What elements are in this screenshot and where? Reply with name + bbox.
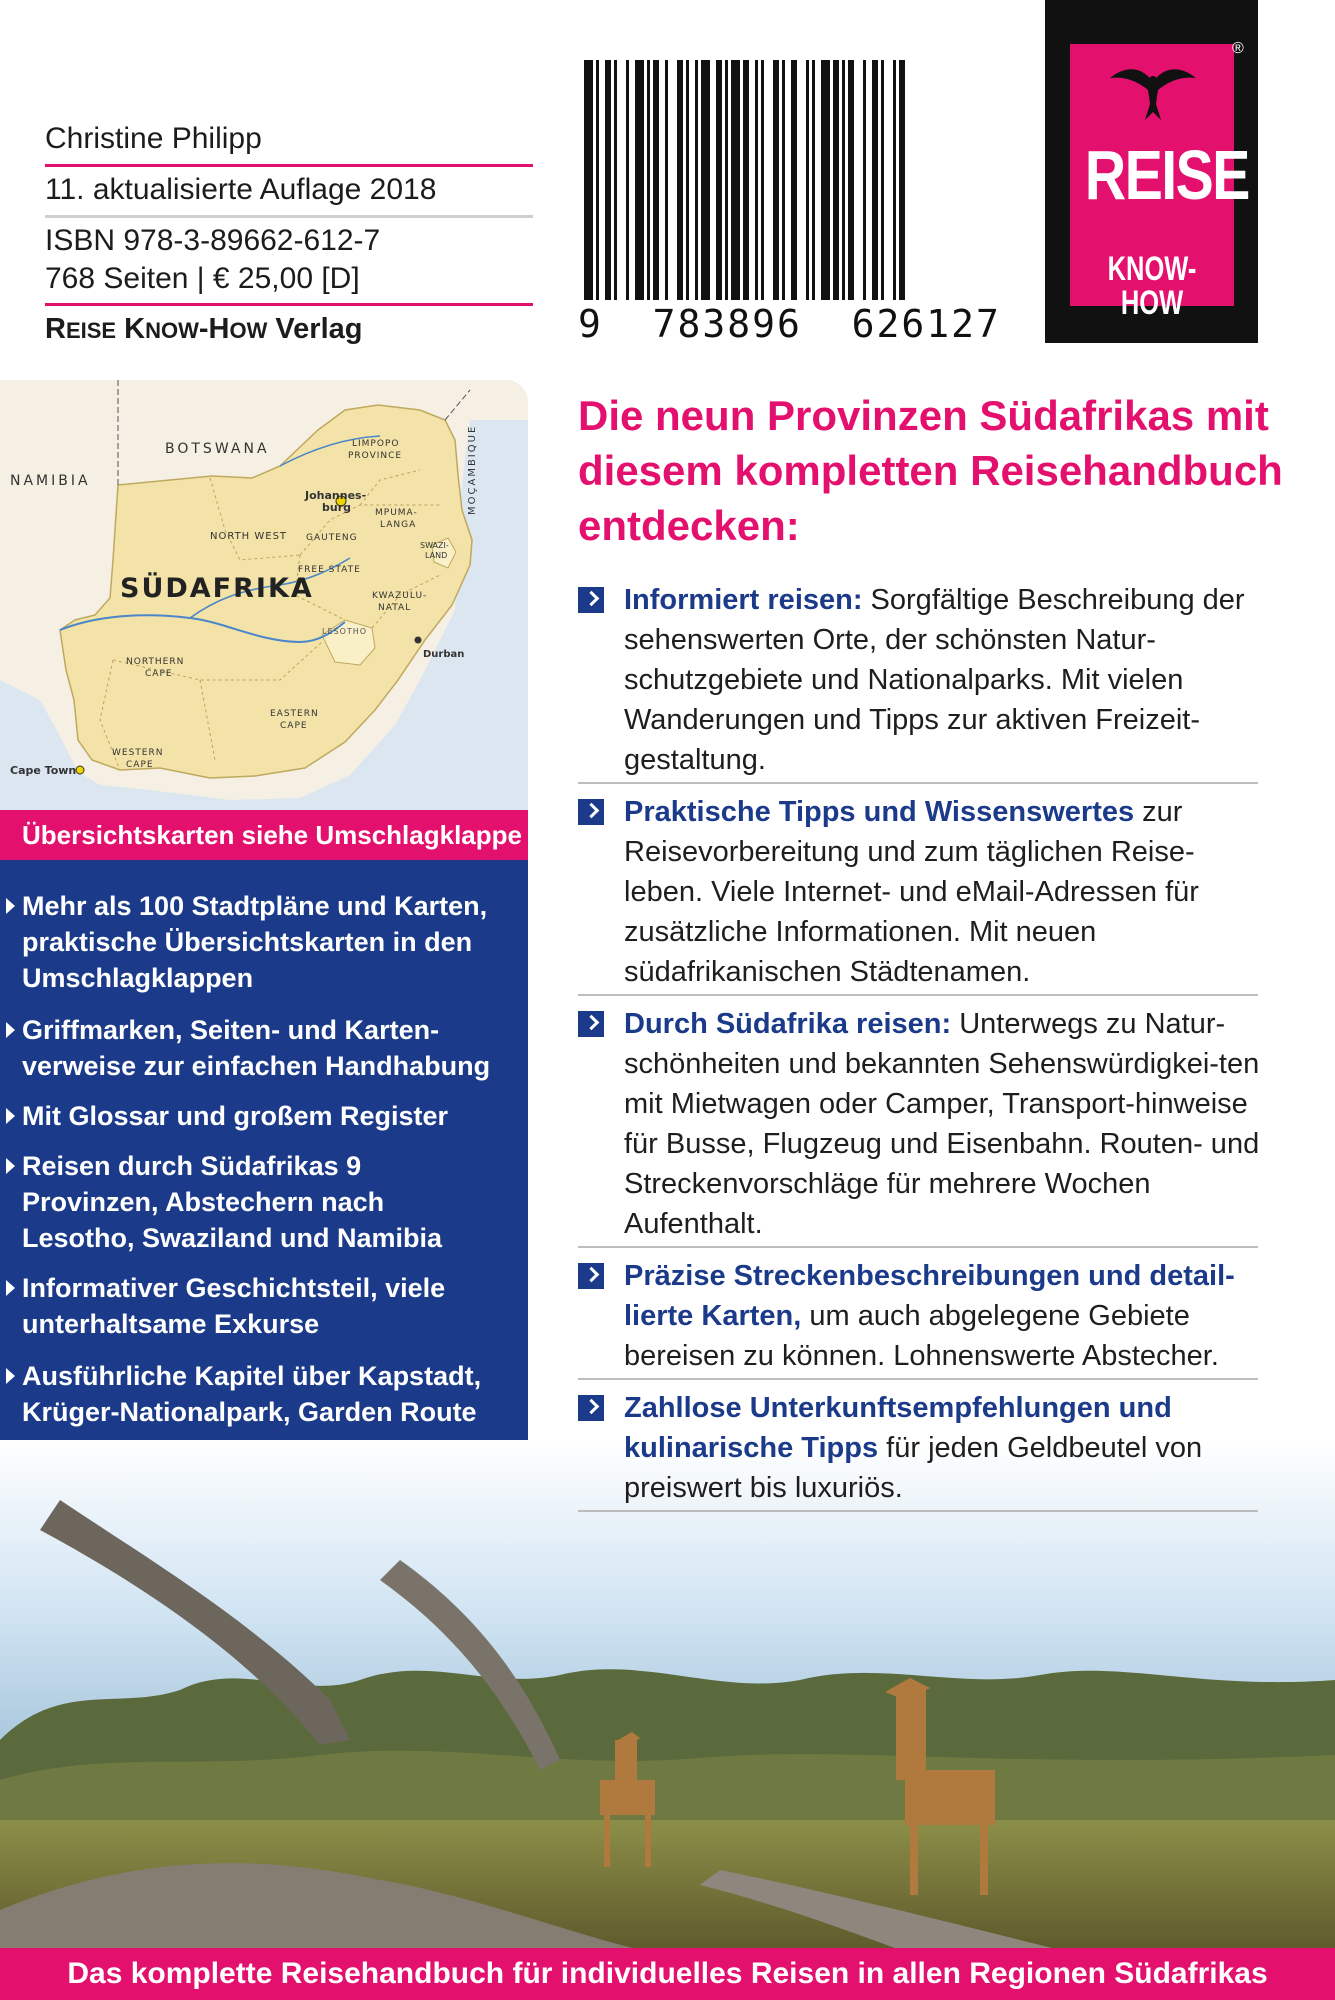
label-ecape-1: EASTERN xyxy=(270,709,319,719)
barcode-bar xyxy=(731,60,740,300)
label-durban: Durban xyxy=(423,649,465,660)
logo-knowhow: KNOW-HOW xyxy=(1107,250,1197,322)
barcode-bar xyxy=(872,60,878,300)
label-botswana: BOTSWANA xyxy=(165,441,270,457)
label-mpuma-2: LANGA xyxy=(380,520,417,530)
barcode-bar xyxy=(626,60,629,300)
chevron-icon xyxy=(578,587,604,613)
label-mozambique: MOÇAMBIQUE xyxy=(467,424,478,515)
paragraph-lead: Informiert reisen: xyxy=(624,584,863,616)
rule-pink-2 xyxy=(45,303,533,306)
paragraph-lead: Zahllose Unterkunftsempfehlungen und kulinarische Tipps xyxy=(624,1392,1172,1464)
label-limpopo-1: LIMPOPO xyxy=(352,439,400,449)
barcode-bar xyxy=(701,60,710,300)
edition: 11. aktualisierte Auflage 2018 xyxy=(45,173,437,206)
barcode-bar xyxy=(605,60,611,300)
publisher-h: -H xyxy=(198,313,230,345)
label-ecape-2: CAPE xyxy=(280,721,308,731)
barcode-bar xyxy=(791,60,797,300)
savanna-photo xyxy=(0,1440,1335,1950)
label-ncape-2: CAPE xyxy=(145,669,173,679)
publisher-r: R xyxy=(45,313,66,345)
bottom-banner: Das komplette Reisehandbuch für individuelles Reisen in allen Regionen Südafrikas xyxy=(0,1948,1335,2000)
barcode-bar xyxy=(725,60,728,300)
barcode-bar xyxy=(695,60,698,300)
isbn: ISBN 978-3-89662-612-7 xyxy=(45,224,381,257)
arrow-icon xyxy=(6,1158,15,1174)
barcode xyxy=(580,60,980,310)
barcode-bar xyxy=(782,60,785,300)
barcode-bar xyxy=(833,60,839,300)
barcode-bar xyxy=(743,60,749,300)
barcode-bar xyxy=(863,60,866,300)
label-wcape-1: WESTERN xyxy=(112,748,164,758)
barcode-bar xyxy=(653,60,659,300)
label-kzn-1: KWAZULU- xyxy=(372,591,428,601)
feature-text: Mit Glossar und großem Register xyxy=(22,1101,449,1131)
durban-marker xyxy=(415,637,422,644)
barcode-bar xyxy=(716,60,722,300)
barcode-bar xyxy=(686,60,689,300)
barcode-bar xyxy=(647,60,650,300)
label-northwest: NORTH WEST xyxy=(210,531,288,542)
publisher-now: NOW xyxy=(145,318,199,343)
feature-text: Ausführliche Kapitel über Kapstadt, Krüger-Nationalpark, Garden Route xyxy=(22,1361,482,1427)
barcode-bar xyxy=(821,60,830,300)
barcode-bar xyxy=(584,60,593,300)
label-freestate: FREE STATE xyxy=(298,565,361,575)
label-capetown: Cape Town xyxy=(10,764,77,777)
feature-text: Informativer Geschichtsteil, viele unterhaltsame Exkurse xyxy=(22,1273,446,1339)
paragraph-lead: Durch Südafrika reisen: xyxy=(624,1008,952,1040)
label-limpopo-2: PROVINCE xyxy=(348,451,403,461)
label-swazi-1: SWAZI- xyxy=(420,541,449,550)
label-joburg-2: burg xyxy=(322,501,352,514)
label-suedafrika: SÜDAFRIKA xyxy=(120,573,314,604)
label-mpuma-1: MPUMA- xyxy=(375,508,418,518)
feature-text: Reisen durch Südafrikas 9 Provinzen, Abstechern nach Lesotho, Swaziland und Namibia xyxy=(22,1151,443,1253)
map xyxy=(0,380,528,810)
publisher-eise: EISE xyxy=(65,318,117,343)
barcode-bar xyxy=(755,60,758,300)
barcode-bar xyxy=(893,60,896,300)
label-swazi-2: LAND xyxy=(425,551,448,560)
feature-text: Griffmarken, Seiten- und Karten-verweise zur einfachen Handhabung xyxy=(22,1015,491,1081)
arrow-icon xyxy=(6,1368,15,1384)
barcode-bar xyxy=(761,60,764,300)
barcode-bar xyxy=(635,60,644,300)
barcode-bar xyxy=(596,60,599,300)
chevron-icon xyxy=(578,799,604,825)
barcode-bar xyxy=(881,60,884,300)
headline: Die neun Provinzen Südafrikas mit diesem kompletten Reisehandbuch entdecken: xyxy=(578,392,1283,549)
barcode-bar xyxy=(848,60,854,300)
divider xyxy=(578,1246,1258,1248)
divider xyxy=(578,782,1258,784)
chevron-icon xyxy=(578,1011,604,1037)
paragraph-text: Unterwegs zu Natur-schönheiten und bekannten Sehenswürdigkei-ten mit Mietwagen oder Camper, Transport-hinweise für Busse, Flugzeug und Eisenbahn. Routen- und Streckenvorschläge für mehrere Wochen Aufenthalt. xyxy=(624,1008,1260,1240)
arrow-icon xyxy=(6,1280,15,1296)
logo-reise: REISE xyxy=(1084,136,1249,214)
paragraph-text: um auch abgelegene Gebiete bereisen zu können. Lohnenswerte Abstecher. xyxy=(624,1300,1219,1372)
author: Christine Philipp xyxy=(45,122,262,155)
barcode-bar xyxy=(614,60,617,300)
barcode-digits: 9 783896 626127 xyxy=(578,302,1001,346)
feature-text: Mehr als 100 Stadtpläne und Karten, praktische Übersichtskarten in den Umschlagklappen xyxy=(22,891,488,993)
publisher-ow: OW xyxy=(229,318,268,343)
barcode-bar xyxy=(899,60,905,300)
label-joburg-1: Johannes- xyxy=(305,489,367,502)
rule-pink xyxy=(45,164,533,167)
label-namibia: NAMIBIA xyxy=(10,473,91,489)
arrow-icon xyxy=(6,1108,15,1124)
publisher-verlag: Verlag xyxy=(267,313,363,345)
paragraph-text: für jeden Geldbeutel von preiswert bis luxuriös. xyxy=(624,1432,1203,1504)
divider xyxy=(578,994,1258,996)
bird-icon xyxy=(1108,60,1198,130)
paragraph-lead: Praktische Tipps und Wissenswertes xyxy=(624,796,1135,828)
divider xyxy=(578,1510,1258,1512)
barcode-bar xyxy=(665,60,668,300)
publisher-k: K xyxy=(116,313,146,345)
registered-mark: ® xyxy=(1232,40,1244,57)
paragraph-text: Sorgfältige Beschreibung der sehenswerten Orte, der schönsten Natur-schutzgebiete und Nationalparks. Mit vielen Wanderungen und Tipps zur aktiven Freizeit-gestaltung. xyxy=(624,584,1245,776)
publisher xyxy=(45,313,362,346)
chevron-icon xyxy=(578,1263,604,1289)
label-gauteng: GAUTENG xyxy=(306,533,358,543)
barcode-bar xyxy=(677,60,683,300)
pages-price: 768 Seiten | € 25,00 [D] xyxy=(45,262,360,295)
barcode-bar xyxy=(842,60,845,300)
map-banner: Übersichtskarten siehe Umschlagklappe xyxy=(0,810,528,860)
divider xyxy=(578,1378,1258,1380)
barcode-bar xyxy=(812,60,815,300)
paragraph-lead: Präzise Streckenbeschreibungen und detail-lierte Karten, xyxy=(624,1260,1235,1332)
label-wcape-2: CAPE xyxy=(126,760,154,770)
barcode-bar xyxy=(773,60,779,300)
rule-grey xyxy=(45,215,533,218)
arrow-icon xyxy=(6,898,15,914)
label-ncape-1: NORTHERN xyxy=(126,657,185,667)
paragraph-text: zur Reisevorbereitung und zum täglichen Reise-leben. Viele Internet- und eMail-Adressen für zusätzliche Informationen. Mit neuen südafrikanischen Städtenamen. xyxy=(624,796,1199,988)
arrow-icon xyxy=(6,1022,15,1038)
label-lesotho: LESOTHO xyxy=(322,627,368,636)
label-kzn-2: NATAL xyxy=(378,603,412,613)
capetown-marker xyxy=(76,766,84,774)
chevron-icon xyxy=(578,1395,604,1421)
barcode-bar xyxy=(806,60,809,300)
